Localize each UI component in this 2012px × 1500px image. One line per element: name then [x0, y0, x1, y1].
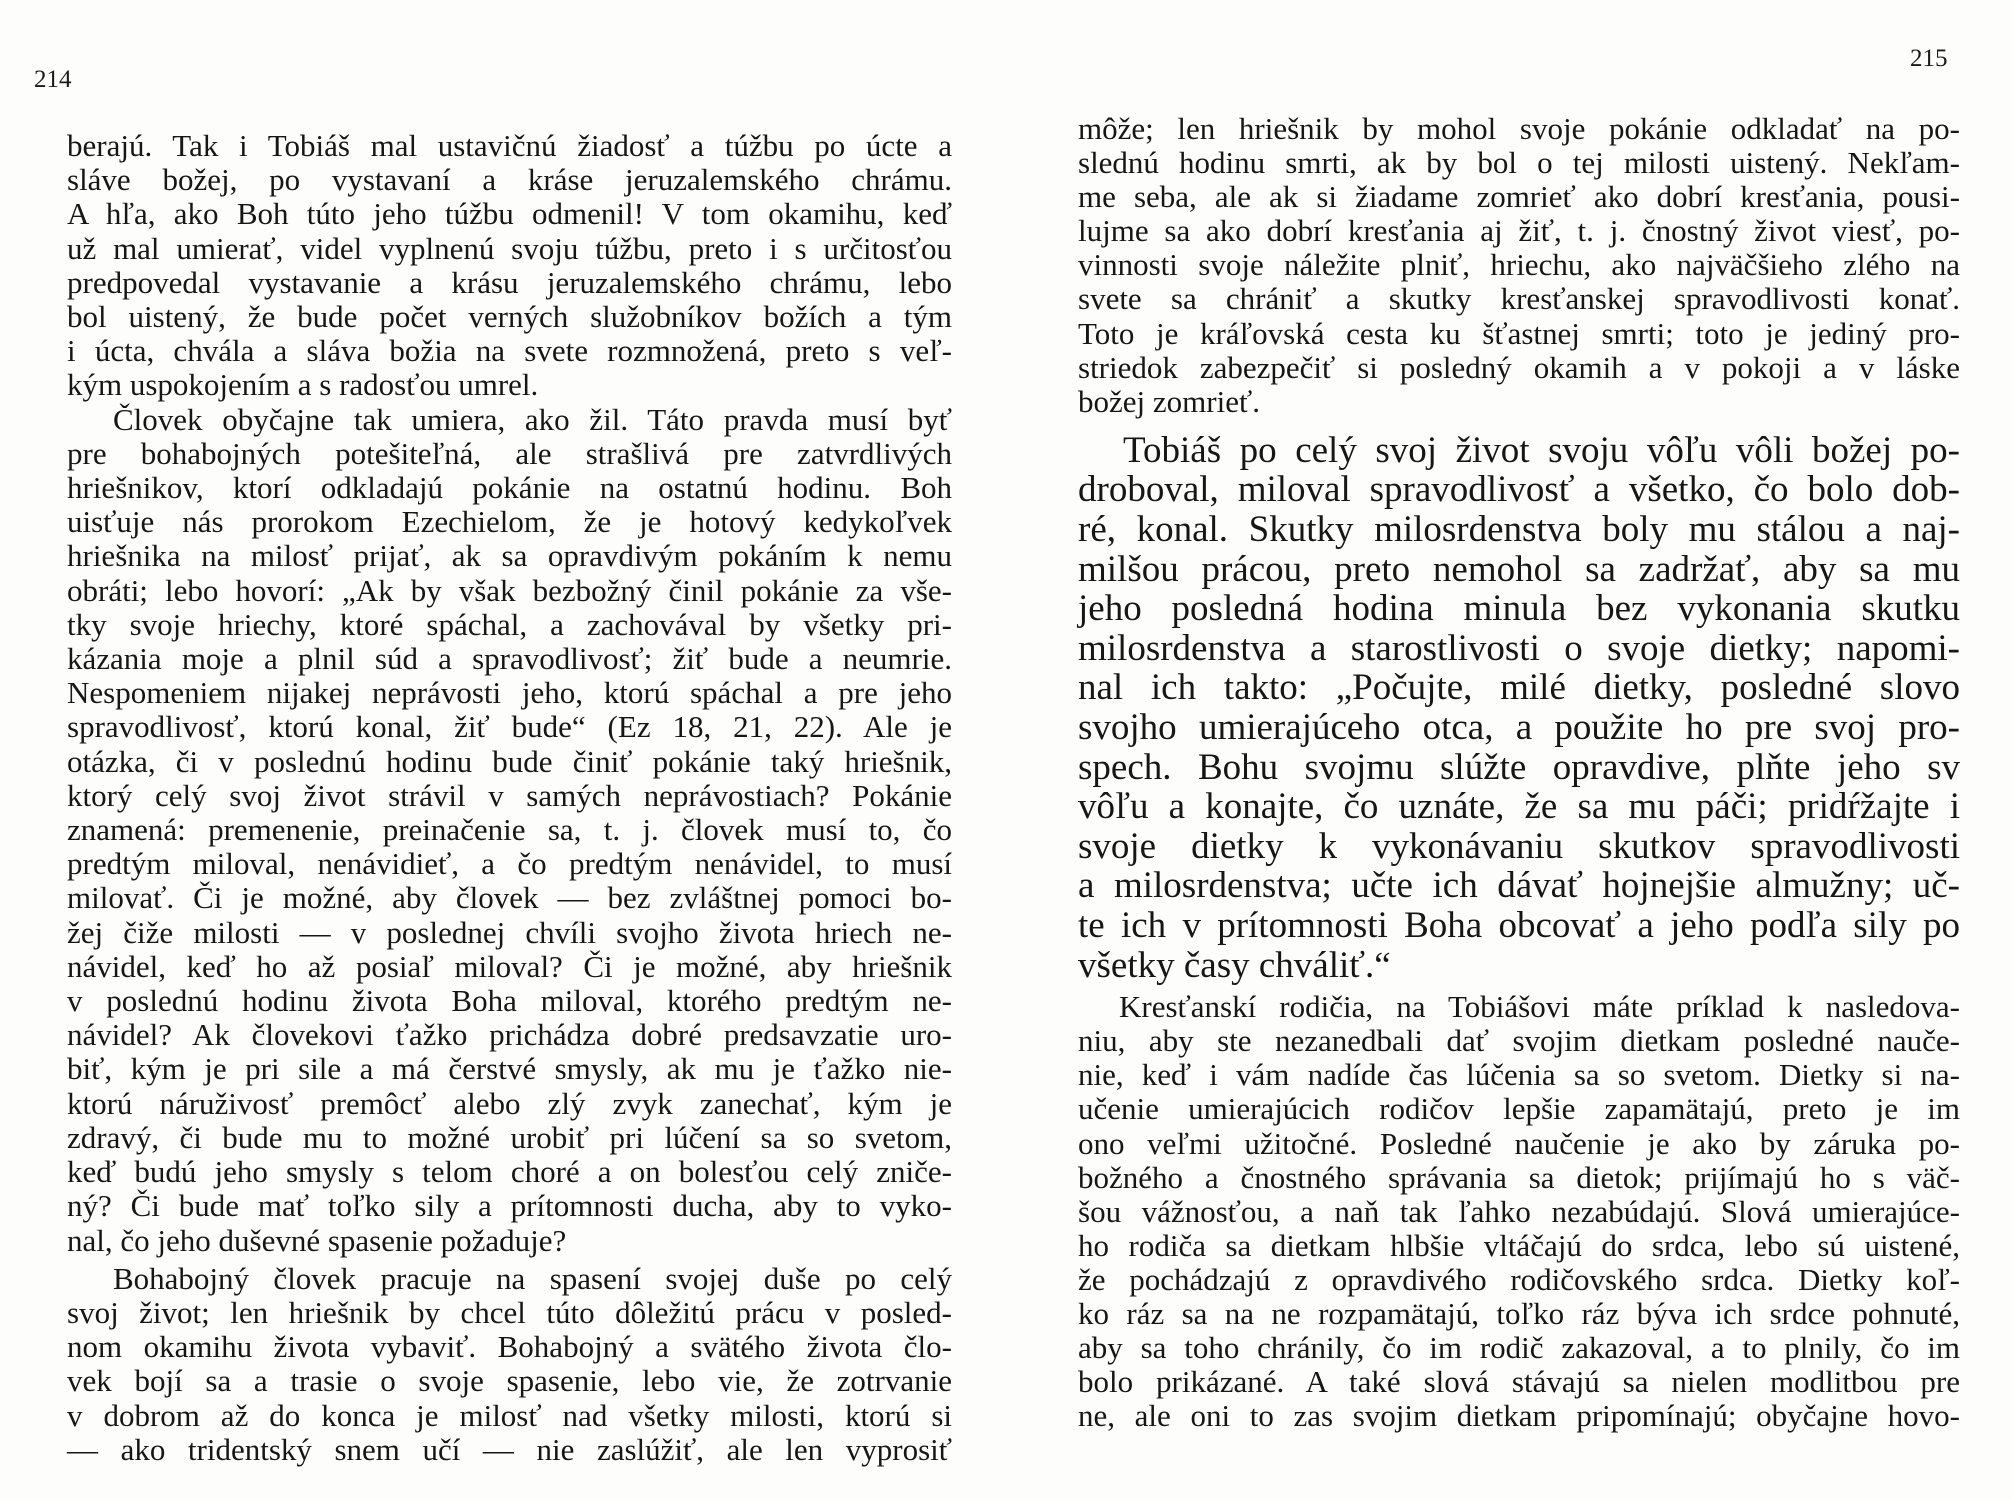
text-line: nom okamihu života vybaviť. Bohabojný a svätého života člo-	[67, 1329, 952, 1365]
text-line: keď budú jeho smysly s telom choré a on bolesťou celý zniče-	[67, 1154, 952, 1190]
paragraph	[1078, 990, 1960, 1433]
text-line: nal ich takto: „Počujte, milé dietky, posledné slovo	[1078, 667, 1960, 709]
text-line: v dobrom až do konca je milosť nad všetky milosti, ktorú si	[67, 1397, 952, 1433]
text-line: kým uspokojením a s radosťou umrel.	[67, 367, 539, 403]
text-line: Tobiáš po celý svoj život svoju vôľu vôli božej po-	[1123, 429, 1960, 471]
text-line: i úcta, chvála a sláva božia na svete rozmnožená, preto s veľ-	[67, 333, 952, 369]
highlighted-paragraph	[1078, 431, 1960, 985]
text-line: svete sa chrániť a skutky kresťanskej spravodlivosti konať.	[1078, 281, 1960, 317]
text-line: v poslednú hodinu života Boha miloval, ktorého predtým ne-	[67, 983, 952, 1019]
text-line: — ako tridentský snem učí — nie zaslúžiť, ale len vyprosiť	[67, 1431, 952, 1467]
text-line: ktorú náruživosť premôcť alebo zlý zvyk zanechať, kým je	[67, 1085, 952, 1121]
text-line: bolo prikázané. A také slová stávajú sa nielen modlitbou pre	[1078, 1364, 1960, 1400]
text-line: ré, konal. Skutky milosrdenstva boly mu stálou a naj-	[1078, 509, 1960, 551]
text-line: spravodlivosť, ktorú konal, žiť bude“ (Ez 18, 21, 22). Ale je	[67, 709, 952, 745]
text-line: niu, aby ste nezanedbali dať svojim dietkam posledné nauče-	[1078, 1023, 1960, 1059]
text-line: obráti; lebo hovorí: „Ak by však bezbožný činil pokánie za vše-	[67, 572, 952, 608]
text-line: svoje dietky k vykonávaniu skutkov spravodlivosti	[1078, 825, 1960, 867]
text-line: pre bohabojných potešiteľná, ale strašlivá pre zatvrdlivých	[67, 435, 952, 471]
text-line: bol uistený, že bude počet verných služobníkov božích a tým	[67, 299, 952, 335]
text-line: nie, keď i vám nadíde čas lúčenia sa so svetom. Dietky si na-	[1078, 1057, 1960, 1093]
paragraph	[67, 403, 952, 1258]
text-line: všetky časy chváliť.“	[1078, 944, 1391, 986]
text-line: svoj život; len hriešnik by chcel túto dôležitú prácu v posled-	[67, 1294, 952, 1330]
text-line: vôľu a konajte, čo uznáte, že sa mu páči; pridŕžajte i	[1078, 786, 1960, 828]
text-line: milšou prácou, preto nemohol sa zadržať, aby sa mu	[1078, 548, 1960, 590]
text-line: lujme sa ako dobrí kresťania aj žiť, t. j. čnostný život viesť, po-	[1078, 213, 1960, 249]
text-line: božného a čnostného správania sa dietok; prijímajú ho s väč-	[1078, 1159, 1960, 1195]
text-line: slednú hodinu smrti, ak by bol o tej milosti uistený. Nekľam-	[1078, 145, 1960, 181]
text-line: že pochádzajú z opravdivého rodičovského srdca. Dietky koľ-	[1078, 1261, 1960, 1297]
right-page	[1006, 0, 2012, 1500]
text-line: Človek obyčajne tak umiera, ako žil. Táto pravda musí byť	[113, 401, 952, 437]
text-line: už mal umierať, videl vyplnenú svoju túžbu, preto i s určitosťou	[67, 230, 952, 266]
text-line: Nespomeniem nijakej neprávosti jeho, ktorú spáchal a pre jeho	[67, 675, 952, 711]
text-line: hriešnikov, ktorí odkladajú pokánie na ostatnú hodinu. Boh	[67, 470, 952, 506]
text-line: jeho posledná hodina minula bez vykonania skutku	[1078, 588, 1960, 630]
text-line: ne, ale oni to zas svojim dietkam pripomínajú; obyčajne hovo-	[1078, 1398, 1960, 1434]
text-line: hriešnika na milosť prijať, ak sa opravdivým pokáním k nemu	[67, 538, 952, 574]
text-line: droboval, miloval spravodlivosť a všetko, čo bolo dob-	[1078, 469, 1960, 511]
text-line: A hľa, ako Boh túto jeho túžbu odmenil! V tom okamihu, keď	[67, 196, 952, 232]
text-line: milosrdenstva a starostlivosti o svoje dietky; napomi-	[1078, 627, 1960, 669]
text-line: žej čiže milosti — v poslednej chvíli svojho života hriech ne-	[67, 914, 952, 950]
text-line: šou vážnosťou, a naň tak ľahko nezabúdajú. Slová umierajúce-	[1078, 1193, 1960, 1229]
text-line: striedok zabezpečiť si posledný okamih a v pokoji a v láske	[1078, 349, 1960, 385]
page-text	[67, 129, 952, 1467]
text-line: božej zomrieť.	[1078, 383, 1260, 419]
page-number: 215	[1910, 45, 1948, 72]
text-line: uisťuje nás prorokom Ezechielom, že je hotový kedykoľvek	[67, 504, 952, 540]
text-line: Kresťanskí rodičia, na Tobiášovi máte príklad k nasledova-	[1119, 989, 1960, 1025]
text-line: te ich v prítomnosti Boha obcovať a jeho podľa sily po	[1078, 904, 1960, 946]
text-line: vek bojí sa a trasie o svoje spasenie, lebo vie, že zotrvanie	[67, 1363, 952, 1399]
paragraph	[67, 1262, 952, 1467]
text-line: me seba, ale ak si žiadame zomrieť ako dobrí kresťania, pousi-	[1078, 179, 1960, 215]
text-line: návidel, keď ho až posiaľ miloval? Či je možné, aby hriešnik	[67, 948, 952, 984]
text-line: návidel? Ak človekovi ťažko prichádza dobré predsavzatie uro-	[67, 1017, 952, 1053]
text-line: Bohabojný človek pracuje na spasení svojej duše po celý	[113, 1260, 952, 1296]
text-line: otázka, či v poslednú hodinu bude činiť pokánie taký hriešnik,	[67, 743, 952, 779]
text-line: milovať. Či je možné, aby človek — bez zvláštnej pomoci bo-	[67, 880, 952, 916]
page-text	[1078, 112, 1960, 1433]
paragraph	[1078, 112, 1960, 419]
text-line: predtým miloval, nenávidieť, a čo predtým nenávidel, to musí	[67, 846, 952, 882]
text-line: ono veľmi užitočné. Posledné naučenie je ako by záruka po-	[1078, 1125, 1960, 1161]
text-line: berajú. Tak i Tobiáš mal ustavičnú žiadosť a túžbu po úcte a	[67, 128, 952, 163]
text-line: aby sa toho chránily, čo im rodič zakazoval, a to plnily, čo im	[1078, 1330, 1960, 1366]
text-line: biť, kým je pri sile a má čerstvé smysly, ak mu je ťažko nie-	[67, 1051, 952, 1087]
text-line: svojho umierajúceho otca, a použite ho pre svoj pro-	[1078, 707, 1960, 748]
text-line: znamená: premenenie, preinačenie sa, t. j. človek musí to, čo	[67, 812, 952, 848]
text-line: ho rodiča sa dietkam hlbšie vltáčajú do srdca, lebo sú uistené,	[1078, 1227, 1960, 1263]
text-line: a milosrdenstva; učte ich dávať hojnejšie almužny; uč-	[1078, 865, 1960, 907]
text-line: zdravý, či bude mu to možné urobiť pri lúčení sa so svetom,	[67, 1119, 952, 1155]
text-line: učenie umierajúcich rodičov lepšie zapamätajú, preto je im	[1078, 1091, 1960, 1127]
text-line: predpovedal vystavanie a krásu jeruzalemského chrámu, lebo	[67, 264, 952, 300]
text-line: tky svoje hriechy, ktoré spáchal, a zachovával by všetky pri-	[67, 606, 952, 642]
text-line: kázania moje a plnil súd a spravodlivosť; žiť bude a neumrie.	[67, 641, 952, 677]
text-line: nal, čo jeho duševné spasenie požaduje?	[67, 1222, 567, 1258]
text-line: ko ráz sa na ne rozpamätajú, toľko ráz býva ich srdce pohnuté,	[1078, 1296, 1960, 1331]
text-line: môže; len hriešnik by mohol svoje pokánie odkladať na po-	[1078, 111, 1960, 146]
text-line: sláve božej, po vystavaní a kráse jeruzalemského chrámu.	[67, 162, 952, 198]
text-line: ný? Či bude mať toľko sily a prítomnosti ducha, aby to vyko-	[67, 1188, 952, 1224]
text-line: Toto je kráľovská cesta ku šťastnej smrti; toto je jediný pro-	[1078, 315, 1960, 351]
text-line: vinnosti svoje náležite plniť, hriechu, ako najväčšieho zlého na	[1078, 247, 1960, 283]
text-line: spech. Bohu svojmu slúžte opravdive, plňte jeho sv	[1078, 746, 1960, 788]
text-line: ktorý celý svoj život strávil v samých neprávostiach? Pokánie	[67, 777, 952, 813]
page-number: 214	[34, 66, 72, 93]
paragraph	[67, 129, 952, 403]
